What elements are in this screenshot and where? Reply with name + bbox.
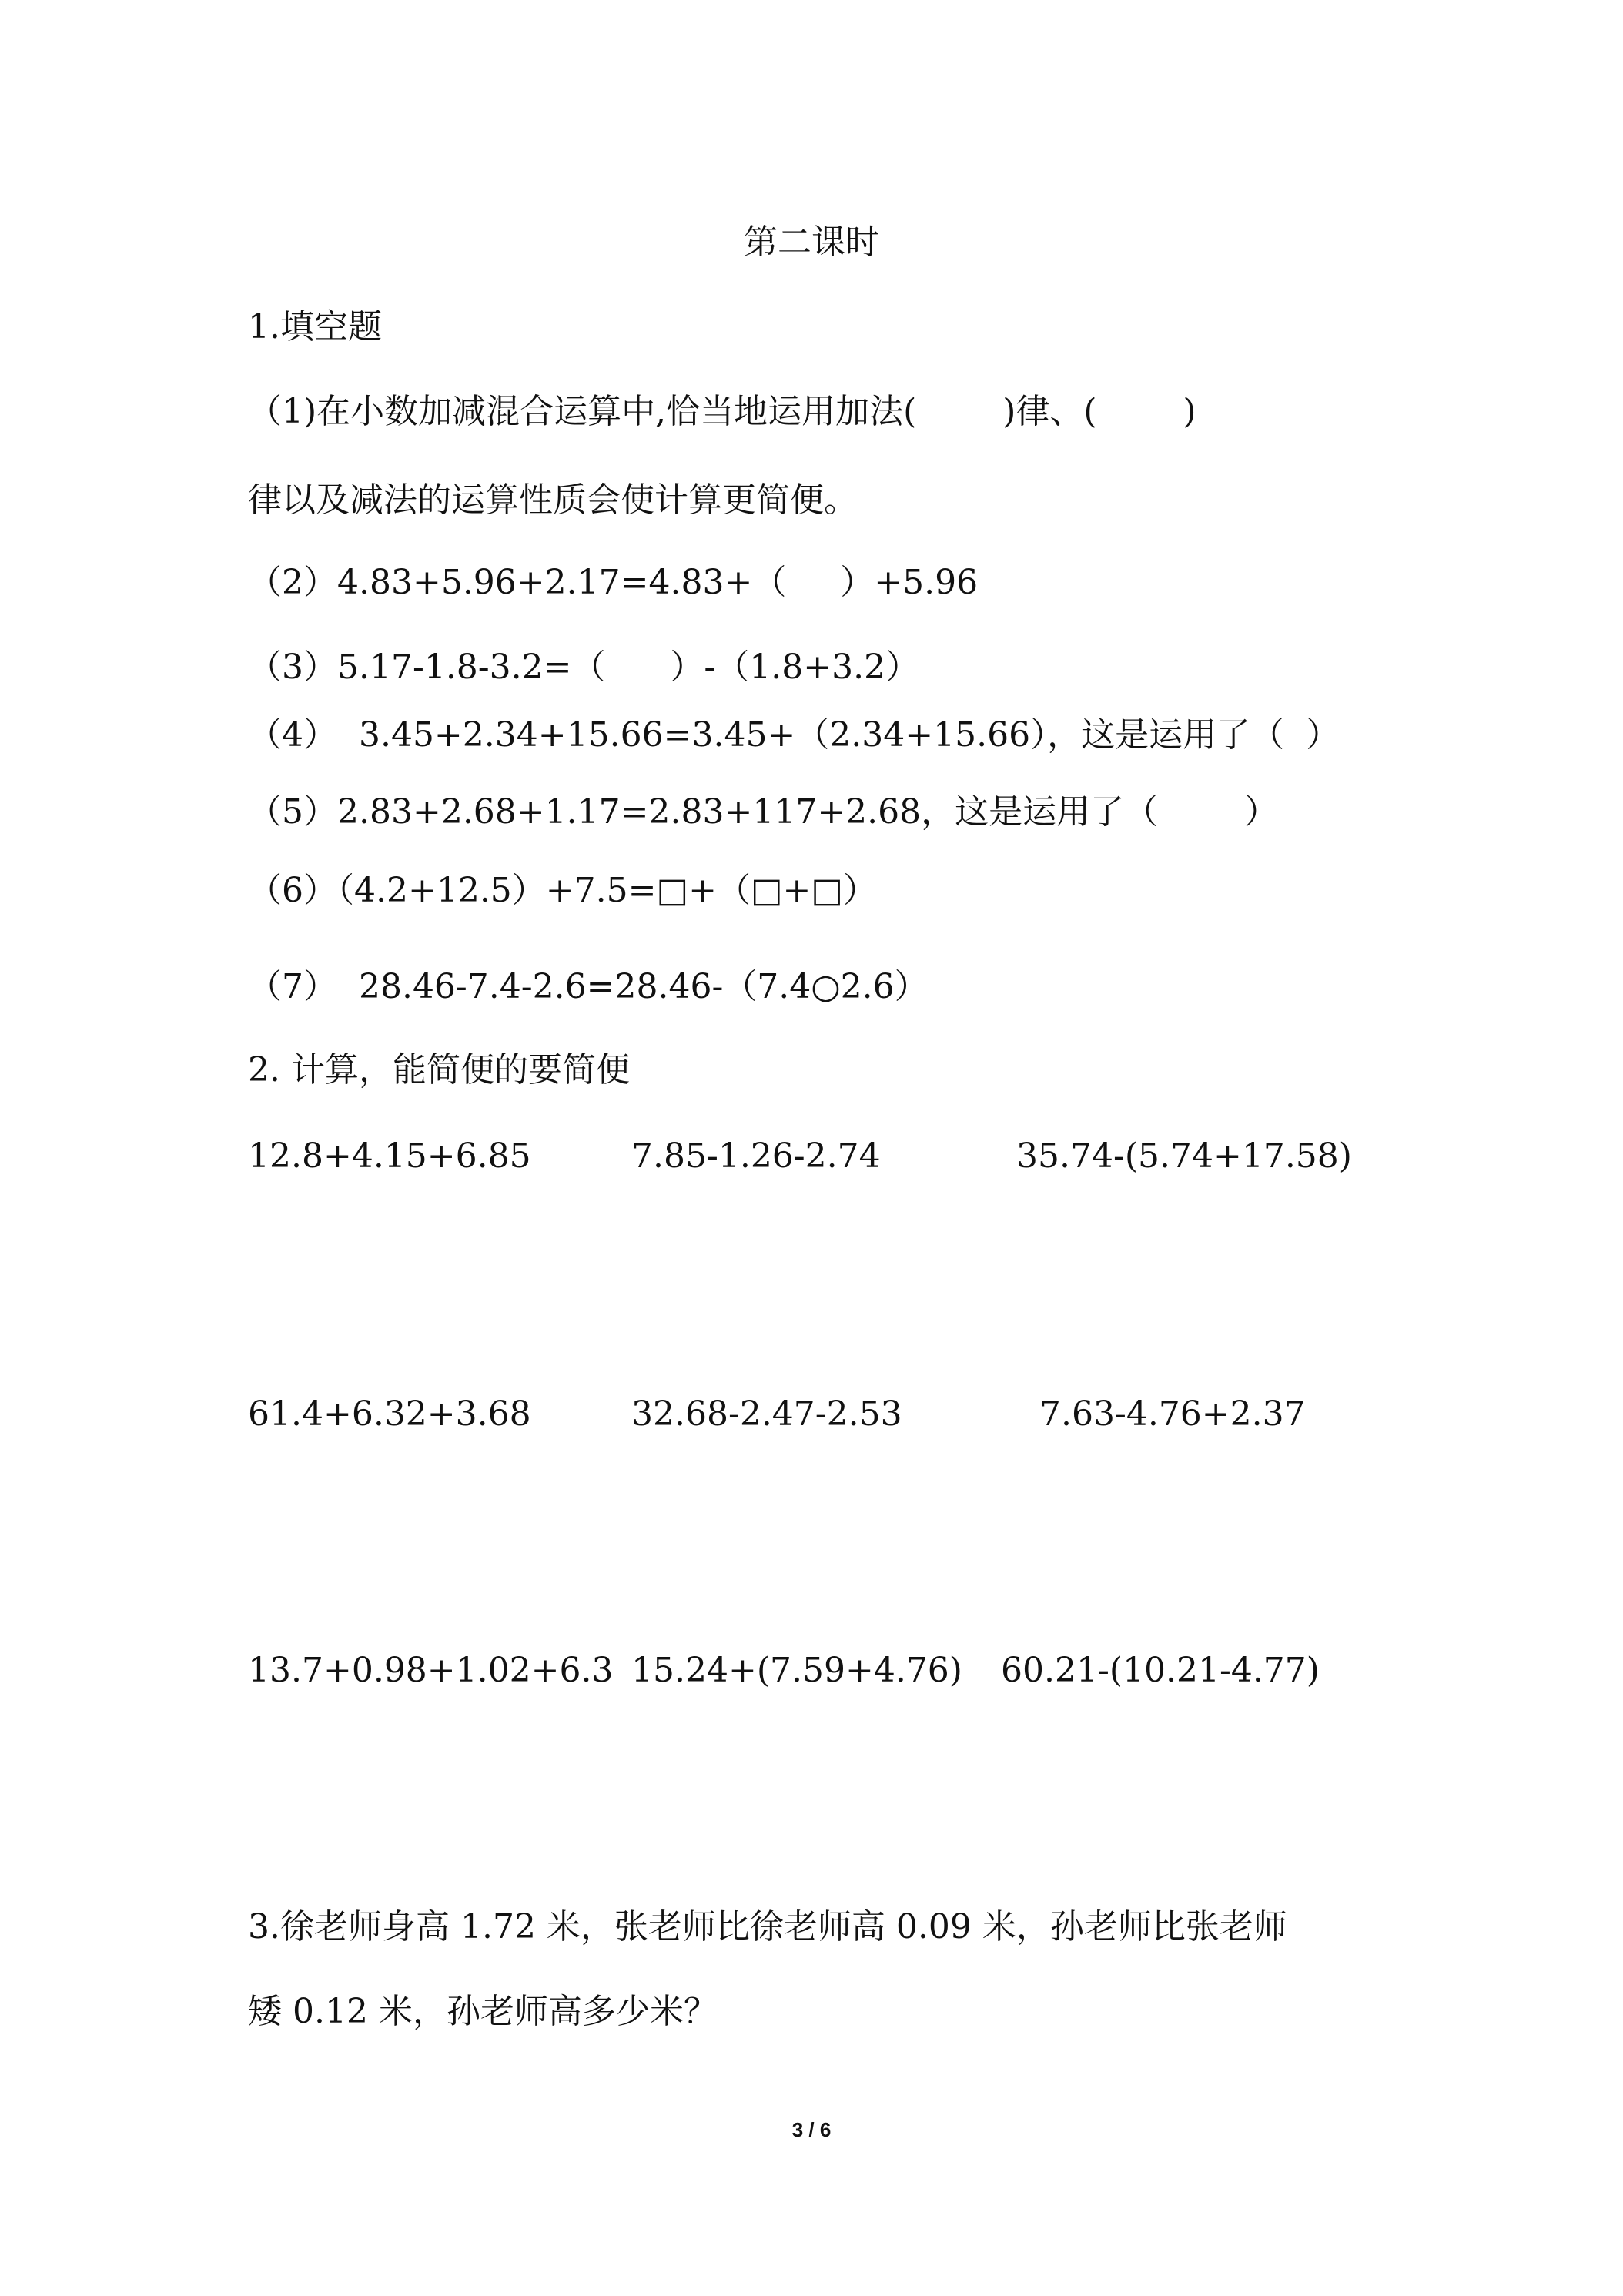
- section2-heading: 2. 计算，能简便的要简便: [248, 1050, 630, 1089]
- calc-r1-c1: 12.8+4.15+6.85: [248, 1136, 531, 1176]
- question-3-line-1: 3.徐老师身高 1.72 米，张老师比徐老师高 0.09 米，孙老师比张老师: [248, 1907, 1287, 1946]
- question-1-line-1: （1)在小数加减混合运算中,恰当地运用加法( )律、( ): [248, 392, 1196, 431]
- calc-r2-c1: 61.4+6.32+3.68: [248, 1394, 531, 1434]
- calc-r1-c3: 35.74-(5.74+17.58): [1016, 1136, 1352, 1176]
- question-3: （3）5.17-1.8-3.2=（ ）-（1.8+3.2）: [248, 648, 920, 687]
- calc-r1-c2: 7.85-1.26-2.74: [631, 1136, 881, 1176]
- calc-r3-c3: 60.21-(10.21-4.77): [1001, 1651, 1320, 1690]
- calc-r2-c3: 7.63-4.76+2.37: [1039, 1394, 1306, 1434]
- calc-r2-c2: 32.68-2.47-2.53: [631, 1394, 902, 1434]
- question-5: （5）2.83+2.68+1.17=2.83+117+2.68，这是运用了（ ）: [248, 792, 1279, 832]
- section1-heading: 1.填空题: [248, 307, 382, 346]
- question-3-line-2: 矮 0.12 米，孙老师高多少米？: [248, 1992, 718, 2031]
- question-1-line-2: 律以及减法的运算性质会使计算更简便。: [248, 480, 858, 520]
- page-number: 3 / 6: [791, 2118, 832, 2141]
- calc-r3-c2: 15.24+(7.59+4.76): [631, 1651, 962, 1690]
- question-2: （2）4.83+5.96+2.17=4.83+（ ）+5.96: [248, 563, 979, 602]
- calc-r3-c1: 13.7+0.98+1.02+6.3: [248, 1651, 614, 1690]
- question-7: （7） 28.46-7.4-2.6=28.46-（7.4○2.6）: [248, 967, 929, 1006]
- page-title: 第二课时: [744, 223, 879, 262]
- question-4: （4） 3.45+2.34+15.66=3.45+（2.34+15.66），这是运用了（ ）: [248, 715, 1340, 755]
- question-6: （6）（4.2+12.5）+7.5=□+（□+□）: [248, 871, 877, 910]
